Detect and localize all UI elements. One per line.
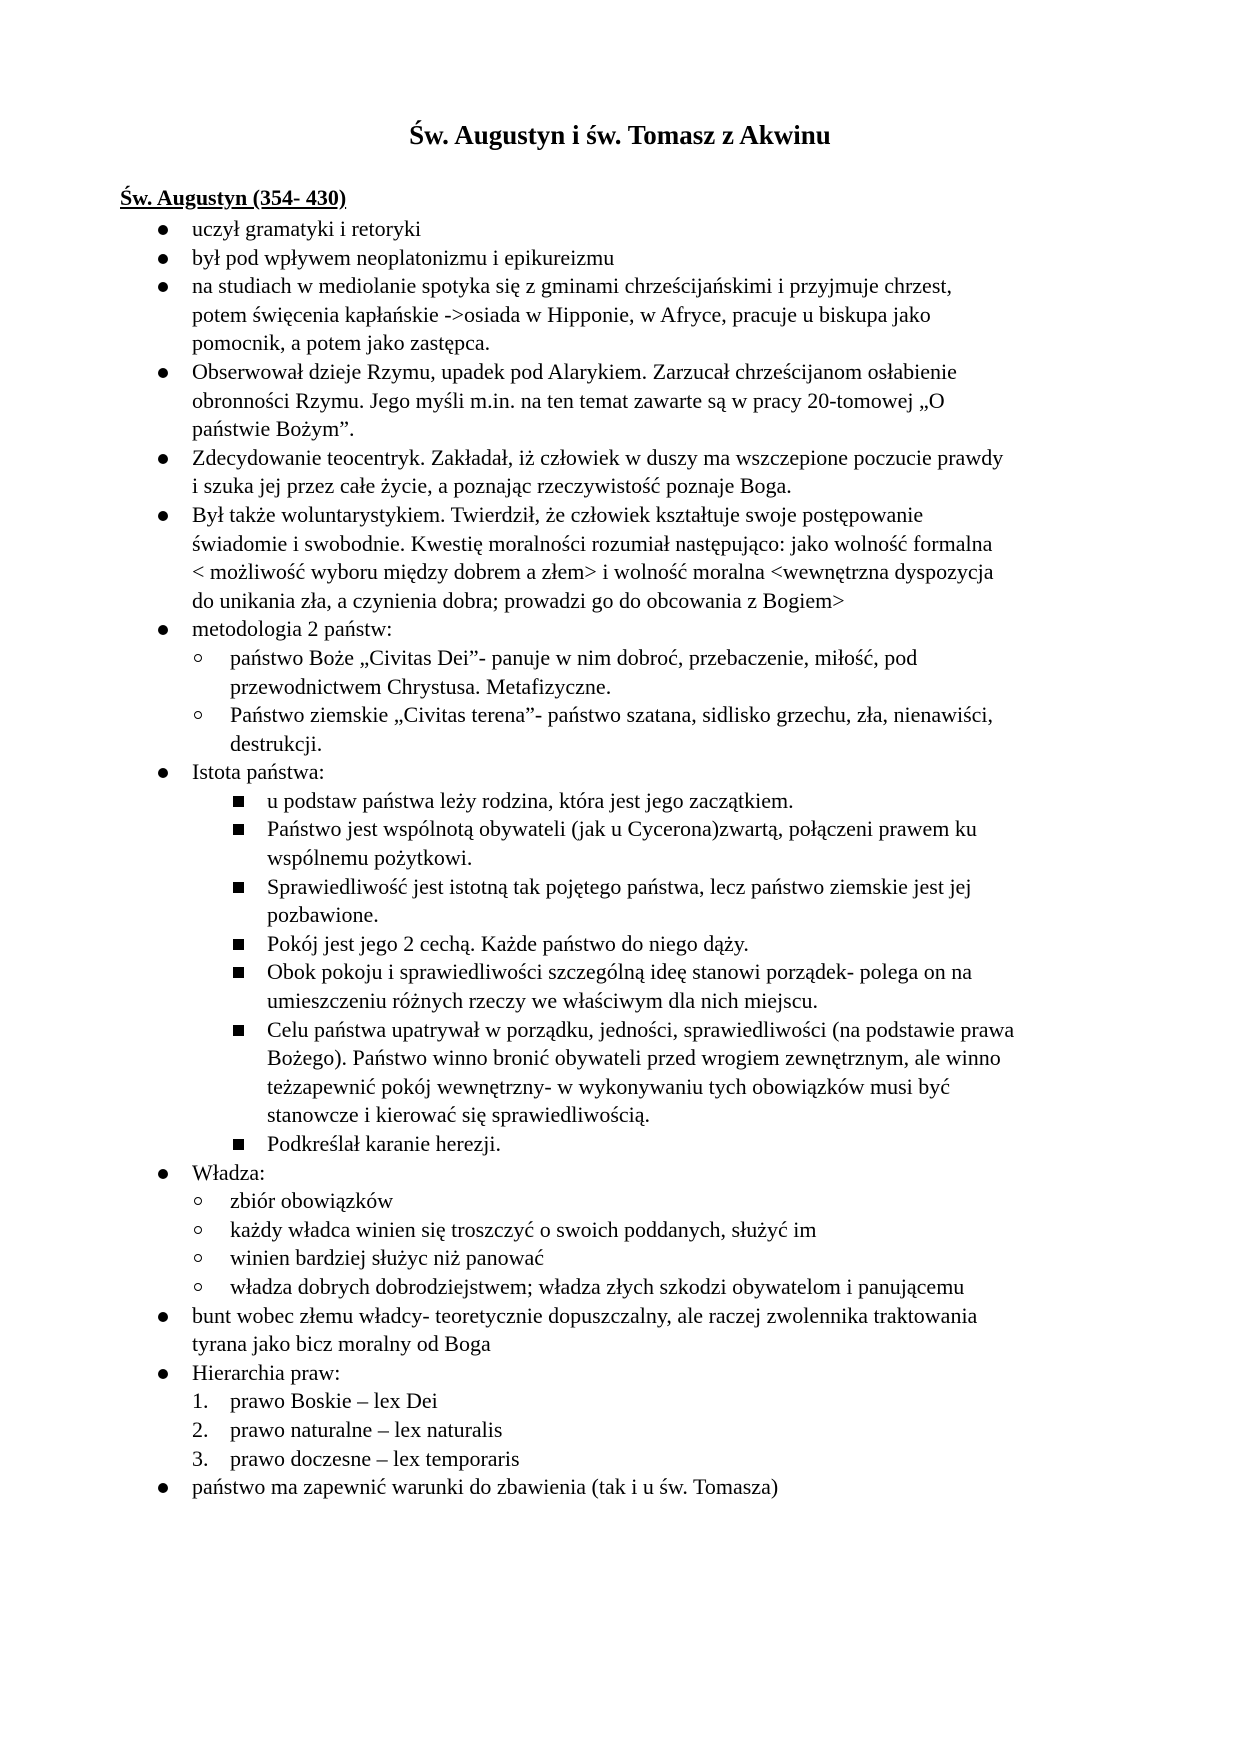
list-item-text: na studiach w mediolanie spotyka się z gminami chrześcijańskimi i przyjmuje chrzest,	[192, 273, 952, 299]
list-item-text: Hierarchia praw:	[192, 1359, 341, 1385]
list-item-text: prawo naturalne – lex naturalis	[230, 1416, 503, 1442]
list-item-text: Bożego). Państwo winno bronić obywateli przed wrogiem zewnętrznym, ale winno	[267, 1045, 1001, 1071]
list-item	[0, 215, 1240, 244]
bullet-square-icon	[233, 967, 244, 978]
list-item	[0, 272, 1240, 301]
subsublist-item	[0, 873, 1240, 902]
list-item	[0, 758, 1240, 787]
list-item-text: do unikania zła, a czynienia dobra; prowadzi go do obcowania z Bogiem>	[192, 587, 845, 613]
list-item-text: Sprawiedliwość jest istotną tak pojętego państwa, lecz państwo ziemskie jest jej	[267, 873, 972, 899]
item-number: 1.	[192, 1388, 209, 1414]
list-item	[0, 1302, 1240, 1331]
list-item-continuation	[0, 1330, 1240, 1359]
list-item-text: obronności Rzymu. Jego myśli m.in. na ten temat zawarte są w pracy 20-tomowej „O	[192, 387, 945, 413]
list-item-text: pomocnik, a potem jako zastępca.	[192, 330, 491, 356]
list-item-text: wspólnemu pożytkowi.	[267, 845, 473, 871]
list-item	[0, 244, 1240, 273]
list-item-text: zbiór obowiązków	[230, 1188, 394, 1214]
bullet-dot-icon	[158, 368, 168, 378]
list-item-text: państwo ma zapewnić warunki do zbawienia (tak i u św. Tomasza)	[192, 1474, 779, 1500]
bullet-dot-icon	[158, 1483, 168, 1493]
list-item-text: teżzapewnić pokój wewnętrzny- w wykonywaniu tych obowiązków musi być	[267, 1073, 951, 1099]
bullet-circle-icon	[194, 1226, 202, 1234]
list-item-text: potem święcenia kapłańskie ->osiada w Hipponie, w Afryce, pracuje u biskupa jako	[192, 301, 931, 327]
list-item-text: Istota państwa:	[192, 759, 325, 785]
document-title: Św. Augustyn i św. Tomasz z Akwinu	[409, 120, 831, 150]
subsublist-item-continuation	[0, 1073, 1240, 1102]
bullet-circle-icon	[194, 1254, 202, 1262]
list-item-text: uczył gramatyki i retoryki	[192, 216, 422, 241]
list-item-text: tyrana jako bicz moralny od Boga	[192, 1331, 491, 1357]
subsublist-item-continuation	[0, 987, 1240, 1016]
list-item-continuation	[0, 387, 1240, 416]
list-item-continuation	[0, 530, 1240, 559]
list-item-text: przewodnictwem Chrystusa. Metafizyczne.	[230, 673, 612, 699]
numbered-item	[0, 1445, 1240, 1474]
numbered-item	[0, 1387, 1240, 1416]
list-item-text: umieszczeniu różnych rzeczy we właściwym dla nich miejscu.	[267, 988, 818, 1014]
list-item-text: u podstaw państwa leży rodzina, która jest jego zaczątkiem.	[267, 787, 794, 813]
list-item-text: Obok pokoju i sprawiedliwości szczególną ideę stanowi porządek- polega on na	[267, 959, 973, 985]
subsublist-item	[0, 815, 1240, 844]
list-item-text: prawo Boskie – lex Dei	[230, 1388, 438, 1414]
bullet-dot-icon	[158, 768, 168, 778]
bullet-dot-icon	[158, 511, 168, 521]
subsublist-item	[0, 1130, 1240, 1159]
sublist-item	[0, 1216, 1240, 1245]
subsublist-item-continuation	[0, 844, 1240, 873]
section-heading: Św. Augustyn (354- 430)	[120, 185, 347, 210]
sublist-item-continuation	[0, 673, 1240, 702]
bullet-square-icon	[233, 824, 244, 835]
bullet-square-icon	[233, 939, 244, 950]
list-item-continuation	[0, 587, 1240, 616]
list-item-text: każdy władca winien się troszczyć o swoich poddanych, służyć im	[230, 1216, 817, 1242]
subsublist-item-continuation	[0, 901, 1240, 930]
document-body	[0, 215, 1240, 1502]
list-item-text: stanowcze i kierować się sprawiedliwością.	[267, 1102, 651, 1128]
list-item-text: Zdecydowanie teocentryk. Zakładał, iż człowiek w duszy ma wszczepione poczucie prawdy	[192, 444, 1004, 470]
list-item-continuation	[0, 472, 1240, 501]
list-item-text: był pod wpływem neoplatonizmu i epikureizmu	[192, 244, 615, 270]
list-item-text: < możliwość wyboru między dobrem a złem> i wolność moralna <wewnętrzna dyspozycja	[192, 559, 994, 585]
bullet-dot-icon	[158, 1369, 168, 1379]
numbered-item	[0, 1416, 1240, 1445]
subsublist-item	[0, 1016, 1240, 1045]
list-item-text: państwo Boże „Civitas Dei”- panuje w nim dobroć, przebaczenie, miłość, pod	[230, 644, 918, 670]
subsublist-item-continuation	[0, 1101, 1240, 1130]
list-item	[0, 1473, 1240, 1502]
subsublist-item-continuation	[0, 1044, 1240, 1073]
bullet-square-icon	[233, 1139, 244, 1150]
bullet-dot-icon	[158, 454, 168, 464]
list-item-text: Był także woluntarystykiem. Twierdził, że człowiek kształtuje swoje postępowanie	[192, 501, 924, 527]
list-item-text: pozbawione.	[267, 902, 379, 928]
list-item-text: świadomie i swobodnie. Kwestię moralności rozumiał następująco: jako wolność formalna	[192, 530, 993, 556]
sublist-item	[0, 701, 1240, 730]
sublist-item	[0, 1244, 1240, 1273]
bullet-circle-icon	[194, 711, 202, 719]
list-item-continuation	[0, 415, 1240, 444]
list-item-text: Państwo jest wspólnotą obywateli (jak u Cycerona)zwartą, połączeni prawem ku	[267, 816, 977, 842]
sublist-item	[0, 1273, 1240, 1302]
list-item-text: destrukcji.	[230, 730, 323, 756]
bullet-dot-icon	[158, 1169, 168, 1179]
subsublist-item	[0, 787, 1240, 816]
list-item	[0, 1159, 1240, 1188]
list-item-text: metodologia 2 państw:	[192, 616, 393, 642]
list-item-text: Celu państwa upatrywał w porządku, jedności, sprawiedliwości (na podstawie prawa	[267, 1016, 1015, 1042]
sublist-item-continuation	[0, 730, 1240, 759]
list-item-text: prawo doczesne – lex temporaris	[230, 1445, 520, 1471]
bullet-dot-icon	[158, 282, 168, 292]
bullet-square-icon	[233, 1025, 244, 1036]
list-item-text: winien bardziej służyc niż panować	[230, 1245, 544, 1271]
list-item-text: Państwo ziemskie „Civitas terena”- państwo szatana, sidlisko grzechu, zła, nienawiści,	[230, 702, 994, 728]
list-item-text: Władza:	[192, 1159, 266, 1185]
bullet-square-icon	[233, 882, 244, 893]
list-item-text: bunt wobec złemu władcy- teoretycznie dopuszczalny, ale raczej zwolennika traktowania	[192, 1302, 978, 1328]
list-item-text: Obserwował dzieje Rzymu, upadek pod Alarykiem. Zarzucał chrześcijanom osłabienie	[192, 358, 957, 384]
list-item	[0, 501, 1240, 530]
list-item-text: państwie Bożym”.	[192, 416, 355, 442]
item-number: 2.	[192, 1416, 209, 1442]
subsublist-item	[0, 958, 1240, 987]
sublist-item	[0, 644, 1240, 673]
list-item-text: Pokój jest jego 2 cechą. Każde państwo do niego dąży.	[267, 930, 749, 956]
bullet-dot-icon	[158, 1312, 168, 1322]
list-item	[0, 358, 1240, 387]
bullet-circle-icon	[194, 1197, 202, 1205]
sublist-item	[0, 1187, 1240, 1216]
bullet-circle-icon	[194, 1283, 202, 1291]
list-item-text: władza dobrych dobrodziejstwem; władza złych szkodzi obywatelom i panującemu	[230, 1273, 965, 1299]
list-item-continuation	[0, 301, 1240, 330]
list-item	[0, 615, 1240, 644]
item-number: 3.	[192, 1445, 209, 1471]
list-item-text: Podkreślał karanie herezji.	[267, 1131, 501, 1156]
list-item-text: i szuka jej przez całe życie, a poznając rzeczywistość poznaje Boga.	[192, 473, 792, 499]
subsublist-item	[0, 930, 1240, 959]
list-item-continuation	[0, 558, 1240, 587]
list-item	[0, 1359, 1240, 1388]
bullet-dot-icon	[158, 254, 168, 264]
bullet-circle-icon	[194, 654, 202, 662]
bullet-dot-icon	[158, 225, 168, 235]
bullet-dot-icon	[158, 625, 168, 635]
list-item-continuation	[0, 329, 1240, 358]
list-item	[0, 444, 1240, 473]
bullet-square-icon	[233, 796, 244, 807]
